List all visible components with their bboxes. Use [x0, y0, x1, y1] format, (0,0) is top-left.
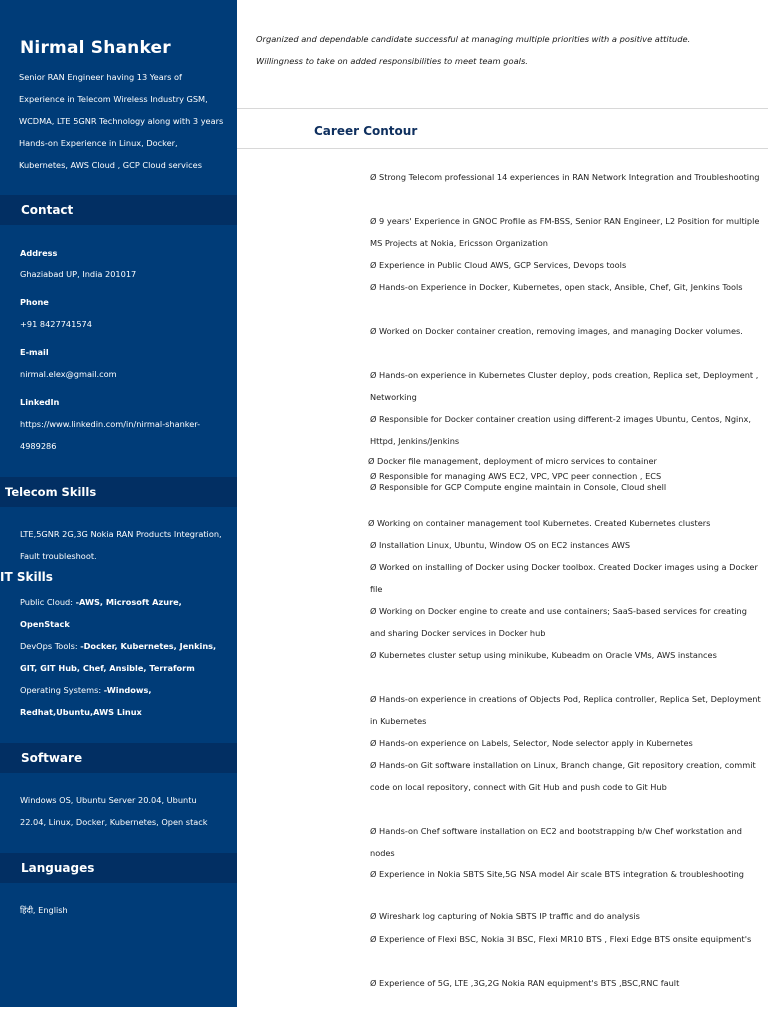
- address-value: Ghaziabad UP, India 201017: [20, 269, 137, 279]
- public-cloud-skill: Public Cloud: -AWS, Microsoft Azure, OpenStack: [20, 597, 182, 629]
- software-heading: Software: [0, 743, 237, 773]
- objective-line-2: Willingness to take on added responsibilities to meet team goals.: [256, 56, 528, 66]
- telecom-skills-heading: Telecom Skills: [0, 477, 237, 507]
- os-skill: Operating Systems: -Windows, Redhat,Ubuntu,AWS Linux: [20, 685, 152, 717]
- linkedin-label: LinkedIn: [20, 397, 60, 407]
- career-bullet: Ø Docker file management, deployment of micro services to container: [368, 456, 657, 466]
- career-bullet: Ø Hands-on Git software installation on Linux, Branch change, Git repository creation, commit code on local repository, connect with Git Hub and push code to Git Hub: [370, 760, 756, 792]
- candidate-name: Nirmal Shanker: [20, 38, 171, 58]
- sidebar: [0, 0, 237, 1007]
- career-bullet: Ø Responsible for GCP Compute engine maintain in Console, Cloud shell: [370, 482, 667, 492]
- profile-summary: Senior RAN Engineer having 13 Years of Experience in Telecom Wireless Industry GSM, WCDMA, LTE 5GNR Technology along with 3 years Hands-on Experience in Linux, Docker, Kubernetes, AWS Cloud , GCP Cloud services: [19, 72, 224, 170]
- career-bullet: Ø Hands-on experience in creations of Objects Pod, Replica controller, Replica Set, Deployment in Kubernetes: [370, 694, 761, 726]
- career-bullet: Ø Hands-on experience in Kubernetes Cluster deploy, pods creation, Replica set, Deployment , Networking: [370, 370, 759, 402]
- phone-label: Phone: [20, 297, 49, 307]
- career-bullet: Ø Experience of Flexi BSC, Nokia 3I BSC, Flexi MR10 BTS , Flexi Edge BTS onsite equipment's: [370, 934, 752, 944]
- career-bullet: Ø Hands-on Experience in Docker, Kubernetes, open stack, Ansible, Chef, Git, Jenkins Tools: [370, 282, 743, 292]
- objective-statement: [256, 28, 756, 72]
- career-bullet: Ø Experience of 5G, LTE ,3G,2G Nokia RAN equipment's BTS ,BSC,RNC fault: [370, 978, 680, 988]
- contact-heading: Contact: [0, 195, 237, 225]
- objective-line-1: Organized and dependable candidate successful at managing multiple priorities with a positive attitude.: [256, 34, 691, 44]
- telecom-skills-text: LTE,5GNR 2G,3G Nokia RAN Products Integration, Fault troubleshoot.: [20, 529, 222, 561]
- career-bullet: Ø Worked on installing of Docker using Docker toolbox. Created Docker images using a Docker file: [370, 562, 758, 594]
- it-skills-heading: IT Skills: [0, 570, 53, 584]
- devops-skill: DevOps Tools: -Docker, Kubernetes, Jenkins, GIT, GIT Hub, Chef, Ansible, Terraform: [20, 641, 217, 673]
- career-bullet: Ø Experience in Public Cloud AWS, GCP Services, Devops tools: [370, 260, 627, 270]
- career-bullet: Ø Wireshark log capturing of Nokia SBTS IP traffic and do analysis: [370, 911, 640, 921]
- career-bullet: Ø Working on container management tool Kubernetes. Created Kubernetes clusters: [368, 518, 711, 528]
- phone-value: +91 8427741574: [20, 319, 92, 329]
- email-link[interactable]: nirmal.elex@gmail.com: [20, 369, 117, 379]
- career-bullet: Ø Kubernetes cluster setup using minikube, Kubeadm on Oracle VMs, AWS instances: [370, 650, 717, 660]
- email-label: E-mail: [20, 347, 49, 357]
- career-bullet: Ø Hands-on Chef software installation on EC2 and bootstrapping b/w Chef workstation and nodes: [370, 826, 742, 858]
- career-bullet: Ø Strong Telecom professional 14 experiences in RAN Network Integration and Troubleshooting: [370, 172, 760, 182]
- career-bullet: Ø Experience in Nokia SBTS Site,5G NSA model Air scale BTS integration & troubleshooting: [370, 869, 744, 879]
- languages-text: हिंदी, English: [20, 905, 68, 915]
- career-bullet: Ø 9 years' Experience in GNOC Profile as FM-BSS, Senior RAN Engineer, L2 Position for multiple MS Projects at Nokia, Ericsson Organization: [370, 216, 760, 248]
- divider: [237, 148, 768, 149]
- linkedin-link-cont[interactable]: 4989286: [20, 441, 57, 451]
- career-bullet: Ø Responsible for managing AWS EC2, VPC, VPC peer connection , ECS: [370, 471, 662, 481]
- languages-heading: Languages: [0, 853, 237, 883]
- career-bullet: Ø Installation Linux, Ubuntu, Window OS on EC2 instances AWS: [370, 540, 631, 550]
- linkedin-link[interactable]: https://www.linkedin.com/in/nirmal-shanker-: [20, 419, 201, 429]
- divider: [237, 108, 768, 109]
- career-bullet: Ø Working on Docker engine to create and use containers; SaaS-based services for creating and sharing Docker services in Docker hub: [370, 606, 747, 638]
- address-label: Address: [20, 248, 58, 258]
- career-bullet: Ø Worked on Docker container creation, removing images, and managing Docker volumes.: [370, 326, 743, 336]
- software-text: Windows OS, Ubuntu Server 20.04, Ubuntu 22.04, Linux, Docker, Kubernetes, Open stack: [20, 795, 208, 827]
- career-contour-heading: Career Contour: [314, 124, 418, 138]
- career-bullet: Ø Hands-on experience on Labels, Selector, Node selector apply in Kubernetes: [370, 738, 693, 748]
- career-bullet: Ø Responsible for Docker container creation using different-2 images Ubuntu, Centos, Nginx, Httpd, Jenkins/Jenkins: [370, 414, 751, 446]
